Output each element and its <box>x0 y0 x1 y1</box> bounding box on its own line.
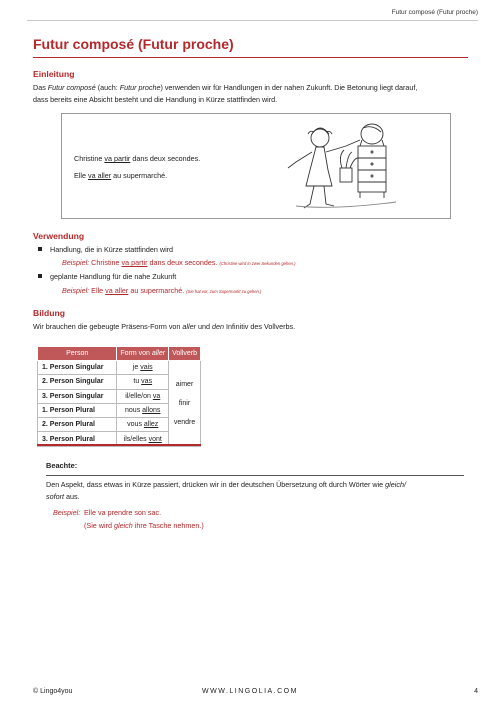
text-segment: ihre Tasche nehmen.) <box>132 521 204 530</box>
bullet-item <box>38 272 176 281</box>
text-segment: Christine <box>91 258 122 267</box>
section-heading-verwendung: Verwendung <box>33 231 85 241</box>
einleitung-line-2: dass bereits eine Absicht besteht und die Handlung in Kürze stattfinden wird. <box>33 95 278 104</box>
bullet-item <box>38 245 173 254</box>
copyright-text: Lingo4you <box>40 688 73 695</box>
text-segment: Form von <box>120 350 152 357</box>
text-segment: au supermarché. <box>128 286 185 295</box>
beachte-paragraph <box>46 479 464 503</box>
pronoun: nous <box>125 407 143 415</box>
verb-form: va partir <box>104 154 131 163</box>
term-gleich: gleich/ <box>385 480 406 489</box>
beispiel-line <box>62 258 296 267</box>
verb-form: va partir <box>121 258 148 267</box>
verb-form: allons <box>142 407 161 415</box>
text-segment: aus. <box>63 492 80 501</box>
text-segment: dans deux secondes. <box>147 258 218 267</box>
text-segment: Wir brauchen die gebeugte Präsens-Form von <box>33 322 183 331</box>
verb-form: va aller <box>87 171 112 180</box>
beispiel-label: Beispiel: <box>62 258 90 267</box>
column-header-person: Person <box>38 347 117 361</box>
form-cell <box>117 361 169 375</box>
translation: (Christine wird in zwei Sekunden gehen.) <box>219 261 296 266</box>
footer-site-link[interactable]: WWW.LINGOLIA.COM <box>202 688 298 695</box>
bildung-paragraph <box>33 321 468 333</box>
pronoun: vous <box>127 421 144 429</box>
text-segment: ) verwenden wir für Handlungen in der nahen Zukunft. Die Betonung liegt darauf, <box>160 83 418 92</box>
form-cell <box>117 418 169 432</box>
einleitung-paragraph <box>33 82 468 106</box>
bullet-square-icon <box>38 247 42 251</box>
pronoun: je <box>132 364 141 372</box>
translation: (Sie hat vor, zum Supermarkt zu gehen.) <box>186 289 262 294</box>
conjugation-table <box>37 346 201 447</box>
term-futur-compose: Futur composé <box>47 83 96 92</box>
example-sentence-1 <box>74 154 200 163</box>
person-cell: 2. Person Plural <box>38 418 117 432</box>
term-den: den <box>212 322 225 331</box>
text-segment: Den Aspekt, dass etwas in Kürze passiert, drücken wir in der deutschen Übersetzung oft durch Wörter wie <box>46 480 386 489</box>
term-futur-proche: Futur proche <box>119 83 161 92</box>
bullet-text: Handlung, die in Kürze stattfinden wird <box>50 245 174 254</box>
beachte-example <box>53 508 162 517</box>
vollverb-cell <box>169 361 201 447</box>
page-title: Futur composé (Futur proche) <box>33 36 234 52</box>
text-segment: (Sie wird <box>84 521 114 530</box>
beachte-heading: Beachte: <box>46 461 78 470</box>
text-segment: Elle <box>74 171 88 180</box>
verb-form: vont <box>148 435 162 443</box>
person-cell: 3. Person Plural <box>38 432 117 446</box>
verb-form: vas <box>141 378 153 386</box>
pronoun: il/elle/on <box>125 392 153 400</box>
table-bottom-rule <box>37 444 201 446</box>
form-cell <box>117 403 169 417</box>
term-gleich: gleich <box>113 521 133 530</box>
text-segment: Das <box>33 83 48 92</box>
section-heading-einleitung: Einleitung <box>33 69 75 79</box>
text-segment: (auch: <box>95 83 120 92</box>
bullet-square-icon <box>38 274 42 278</box>
verb-form: vais <box>140 364 153 372</box>
verb-form: va aller <box>105 286 129 295</box>
vollverb-item: vendre <box>173 418 196 426</box>
pronoun: ils/elles <box>123 435 149 443</box>
form-cell <box>117 375 169 389</box>
person-cell: 2. Person Singular <box>38 375 117 389</box>
section-heading-bildung: Bildung <box>33 308 65 318</box>
verb-form: va <box>152 392 161 400</box>
form-cell <box>117 389 169 403</box>
girl-with-mirror-illustration <box>276 122 436 214</box>
person-cell: 1. Person Singular <box>38 361 117 375</box>
vollverb-item: aimer <box>175 380 194 388</box>
person-cell: 1. Person Plural <box>38 403 117 417</box>
beispiel-line <box>62 286 261 295</box>
text-segment: und <box>196 322 213 331</box>
column-header-vollverb: Vollverb <box>169 347 201 361</box>
column-header-form <box>117 347 169 361</box>
pronoun: tu <box>133 378 142 386</box>
copyright-icon: © <box>33 688 39 695</box>
verb-form: allez <box>143 421 159 429</box>
beispiel-label: Beispiel: <box>62 286 90 295</box>
text-segment: au supermarché. <box>111 171 168 180</box>
example-sentence-2 <box>74 171 167 180</box>
beispiel-label: Beispiel: <box>53 508 81 517</box>
example-sentence: Elle va prendre son sac. <box>84 508 162 517</box>
term-aller: aller <box>151 350 166 357</box>
running-header: Futur composé (Futur proche) <box>391 9 478 16</box>
text-segment: dans deux secondes. <box>130 154 201 163</box>
term-sofort: sofort <box>46 492 64 501</box>
page-number: 4 <box>474 688 478 695</box>
table-header-row <box>38 347 201 361</box>
example-box <box>61 113 451 219</box>
bullet-text: geplante Handlung für die nahe Zukunft <box>50 272 177 281</box>
table-row <box>38 361 201 375</box>
text-segment: Christine <box>74 154 105 163</box>
person-cell: 3. Person Singular <box>38 389 117 403</box>
beachte-rule <box>46 475 464 476</box>
term-aller: aller <box>182 322 197 331</box>
text-segment: Infinitiv des Vollverbs. <box>224 322 296 331</box>
header-rule <box>27 20 478 21</box>
text-segment: Elle <box>91 286 106 295</box>
beachte-translation <box>84 521 204 530</box>
vollverb-item: finir <box>178 399 191 407</box>
title-rule <box>33 57 468 58</box>
